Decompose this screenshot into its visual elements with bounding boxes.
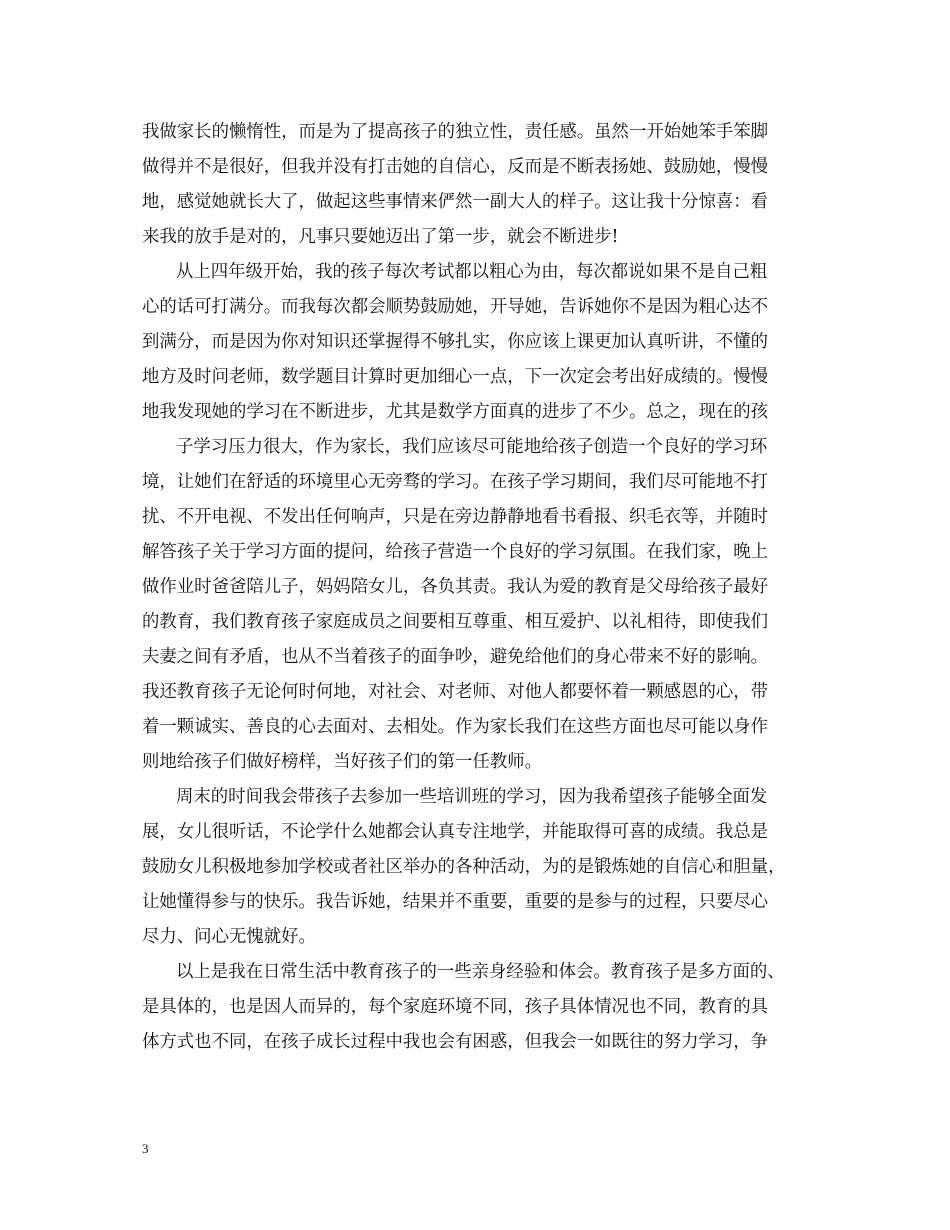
text-line: 做得并不是很好，但我并没有打击她的自信心，反而是不断表扬她、鼓励她，慢慢: [142, 157, 769, 177]
text-line: 子学习压力很大，作为家长，我们应该尽可能地给孩子创造一个良好的学习环: [176, 437, 768, 457]
text-line: 鼓励女儿积极地参加学校或者社区举办的各种活动，为的是锻炼她的自信心和胆量，: [142, 857, 786, 877]
text-line: 到满分，而是因为你对知识还掌握得不够扎实，你应该上课更加认真听讲，不懂的: [142, 332, 769, 352]
paragraph-first-line: 周末的时间我会带孩子去参加一些培训班的学习，因为我希望孩子能够全面发: [176, 787, 768, 807]
text-line: 着一颗诚实、善良的心去面对、去相处。作为家长我们在这些方面也尽可能以身作: [142, 717, 769, 737]
paragraph-first-line: 以上是我在日常生活中教育孩子的一些亲身经验和体会。教育孩子是多方面的、: [176, 962, 785, 982]
text-line: 的教育，我们教育孩子家庭成员之间要相互尊重、相互爱护、以礼相待，即使我们: [142, 612, 769, 632]
page-number: 3: [142, 1141, 149, 1156]
text-line: 尽力、问心无愧就好。: [142, 927, 316, 947]
paragraph-first-line: 从上四年级开始，我的孩子每次考试都以粗心为由，每次都说如果不是自己粗: [176, 262, 768, 282]
text-line: 地，感觉她就长大了，做起这些事情来俨然一副大人的样子。这让我十分惊喜：看: [142, 192, 769, 212]
text-line: 来我的放手是对的，凡事只要她迈出了第一步，就会不断进步!: [142, 227, 619, 247]
text-line: 夫妻之间有矛盾，也从不当着孩子的面争吵，避免给他们的身心带来不好的影响。: [142, 647, 769, 667]
text-line: 扰、不开电视、不发出任何响声，只是在旁边静静地看书看报、织毛衣等，并随时: [142, 507, 769, 527]
text-line: 做作业时爸爸陪儿子，妈妈陪女儿，各负其责。我认为爱的教育是父母给孩子最好: [142, 577, 769, 597]
body-text: [142, 115, 812, 1060]
text-line: 地方及时问老师，数学题目计算时更加细心一点，下一次定会考出好成绩的。慢慢: [142, 367, 769, 387]
text-line: 则地给孩子们做好榜样，当好孩子们的第一任教师。: [142, 752, 542, 772]
text-line: 是具体的，也是因人而异的，每个家庭环境不同，孩子具体情况也不同，教育的具: [142, 997, 769, 1017]
text-line: 地我发现她的学习在不断进步，尤其是数学方面真的进步了不少。总之，现在的孩: [142, 402, 769, 422]
text-line: 解答孩子关于学习方面的提问，给孩子营造一个良好的学习氛围。在我们家，晚上: [142, 542, 769, 562]
text-line: 让她懂得参与的快乐。我告诉她，结果并不重要，重要的是参与的过程，只要尽心: [142, 892, 769, 912]
text-line: 展，女儿很听话，不论学什么她都会认真专注地学，并能取得可喜的成绩。我总是: [142, 822, 769, 842]
text-line: 我还教育孩子无论何时何地，对社会、对老师、对他人都要怀着一颗感恩的心，带: [142, 682, 769, 702]
text-line: 心的话可打满分。而我每次都会顺势鼓励她，开导她，告诉她你不是因为粗心达不: [142, 297, 769, 317]
text-line: 境，让她们在舒适的环境里心无旁骛的学习。在孩子学习期间，我们尽可能地不打: [142, 472, 769, 492]
text-line: 我做家长的懒惰性，而是为了提高孩子的独立性，责任感。虽然一开始她笨手笨脚: [142, 122, 769, 142]
text-line: 体方式也不同，在孩子成长过程中我也会有困惑，但我会一如既往的努力学习，争: [142, 1032, 769, 1052]
